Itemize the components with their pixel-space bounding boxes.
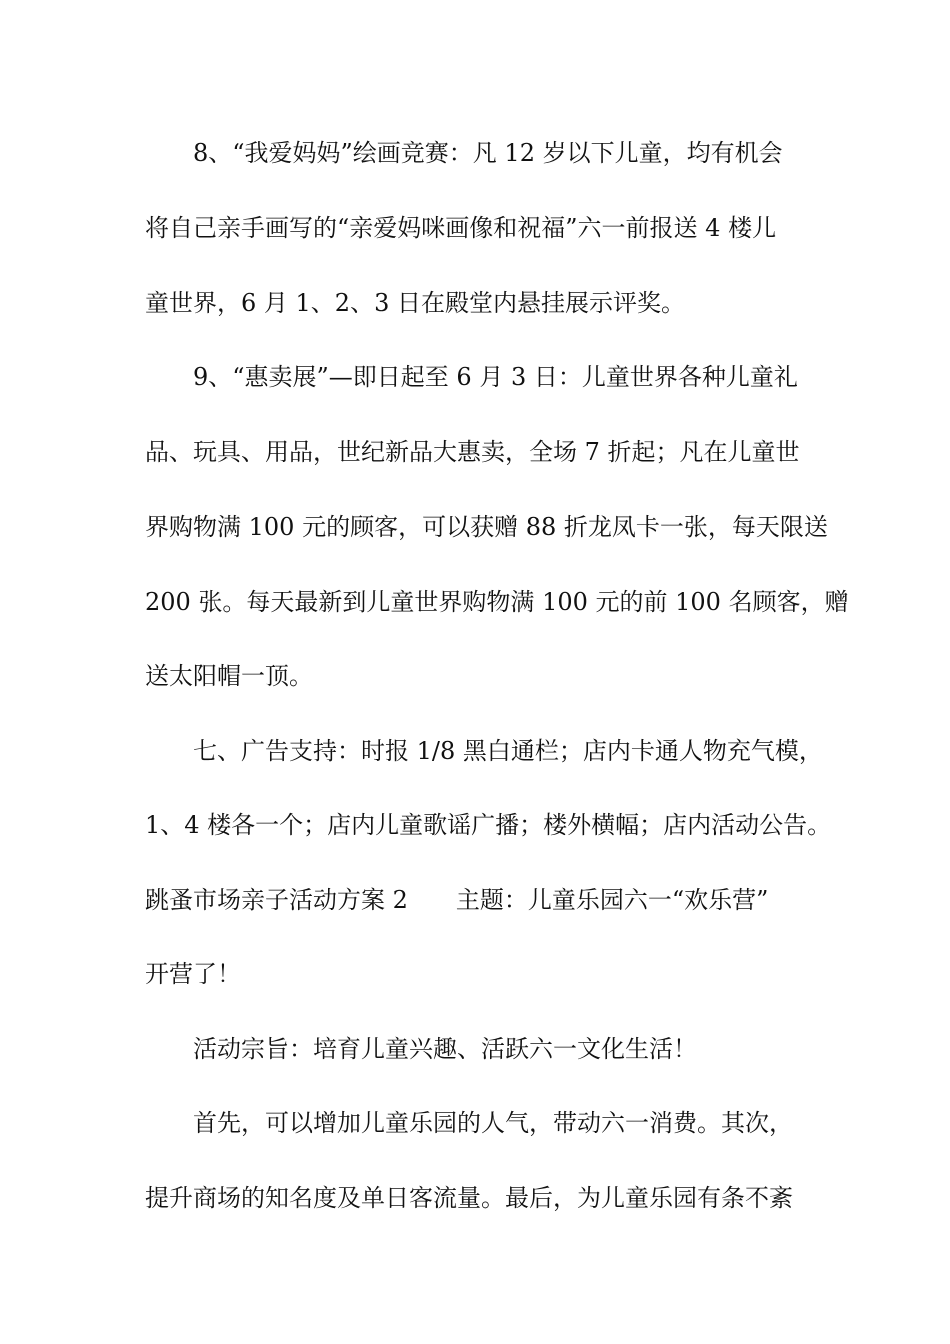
paragraph-line: 200 张。每天最新到儿童世界购物满 100 元的前 100 名顾客，赠: [145, 588, 849, 616]
paragraph-line: 1、4 楼各一个；店内儿童歌谣广播；楼外横幅；店内活动公告。: [145, 811, 832, 839]
paragraph-line: 童世界，6 月 1、2、3 日在殿堂内悬挂展示评奖。: [145, 289, 685, 317]
paragraph-line: 品、玩具、用品，世纪新品大惠卖，全场 7 折起；凡在儿童世: [145, 438, 800, 466]
paragraph-line: 将自己亲手画写的“亲爱妈咪画像和祝福”六一前报送 4 楼儿: [145, 214, 777, 242]
paragraph-line: 8、“我爱妈妈”绘画竞赛：凡 12 岁以下儿童，均有机会: [193, 139, 783, 167]
paragraph-line: 9、“惠卖展”—即日起至 6 月 3 日：儿童世界各种儿童礼: [193, 363, 798, 391]
paragraph-line: 提升商场的知名度及单日客流量。最后，为儿童乐园有条不紊: [145, 1184, 793, 1212]
paragraph-line: 首先，可以增加儿童乐园的人气，带动六一消费。其次，: [193, 1109, 793, 1137]
paragraph-line: 活动宗旨：培育儿童兴趣、活跃六一文化生活！: [193, 1035, 697, 1063]
paragraph-line: 界购物满 100 元的顾客，可以获赠 88 折龙凤卡一张，每天限送: [145, 513, 828, 541]
paragraph-line: 送太阳帽一顶。: [145, 662, 313, 690]
paragraph-line: 开营了！: [145, 960, 241, 988]
paragraph-line: 跳蚤市场亲子活动方案 2 主题：儿童乐园六一“欢乐营”: [145, 886, 769, 914]
paragraph-line: 七、广告支持：时报 1/8 黑白通栏；店内卡通人物充气模，: [193, 737, 823, 765]
